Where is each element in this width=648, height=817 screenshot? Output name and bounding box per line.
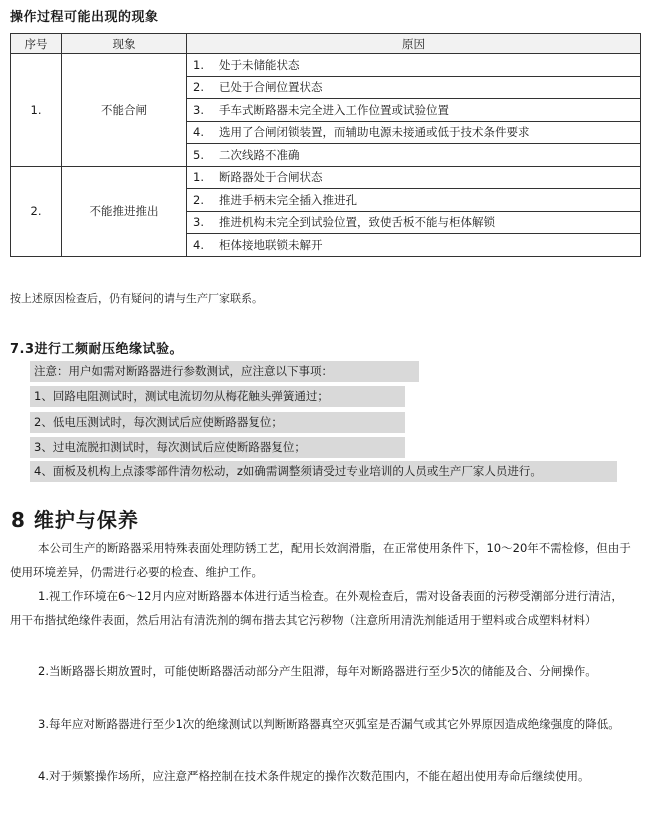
group-phenomenon: 不能合闸	[62, 54, 187, 167]
reason-text: 柜体接地联锁未解开	[219, 237, 323, 252]
section-7-3-title: 7.3进行工频耐压绝缘试验。	[10, 342, 184, 357]
reason-cell	[187, 234, 641, 257]
reason-cell	[187, 166, 641, 189]
notice-band: 注意：用户如需对断路器进行参数测试，应注意以下事项：	[30, 361, 419, 382]
reason-cell	[187, 189, 641, 212]
reason-number: 2.	[193, 192, 204, 207]
test-item: 2、低电压测试时，每次测试后应使断路器复位；	[30, 412, 405, 433]
reason-number: 2.	[193, 80, 204, 95]
maintenance-item: 3.每年应对断路器进行至少1次的绝缘测试以判断断路器真空灭弧室是否漏气或其它外界原因造成绝缘强度的降低。	[38, 717, 620, 731]
maintenance-item: 2.当断路器长期放置时，可能使断路器活动部分产生阻滞，每年对断路器进行至少5次的储能及合、分闸操作。	[38, 664, 597, 678]
section-8-title: 8 维护与保养	[11, 508, 139, 532]
maintenance-item: 1.视工作环境在6～12月内应对断路器本体进行适当检查。在外观检查后，需对设备表面的污秽受潮部分进行清洁，用干布揩拭绝缘件表面，然后用沾有清洗剂的绸布揩去其它污秽物（注意所用清洗剂能适用于塑料或合成塑料材料）	[10, 589, 623, 627]
table-row	[11, 166, 641, 189]
reason-text: 选用了合闸闭锁装置，而辅助电源未接通或低于技术条件要求	[219, 125, 530, 140]
reason-number: 1.	[193, 170, 204, 185]
reason-number: 5.	[193, 147, 204, 162]
reason-text: 断路器处于合闸状态	[219, 170, 323, 185]
reason-cell	[187, 211, 641, 234]
reason-text: 处于未储能状态	[219, 57, 300, 72]
causes-table	[10, 33, 641, 257]
reason-cell	[187, 99, 641, 122]
reason-cell	[187, 76, 641, 99]
reason-text: 推进手柄未完全插入推进孔	[219, 192, 357, 207]
maintenance-intro: 本公司生产的断路器采用特殊表面处理防锈工艺，配用长效润滑脂，在正常使用条件下，10～20年不需检修，但由于使用环境差异，仍需进行必要的检查、维护工作。	[10, 541, 631, 579]
contact-note: 按上述原因检查后，仍有疑问的请与生产厂家联系。	[10, 292, 263, 305]
reason-number: 3.	[193, 215, 204, 230]
reason-number: 4.	[193, 237, 204, 252]
table-header-row	[11, 34, 641, 54]
group-number: 1.	[11, 54, 62, 167]
header-reason: 原因	[187, 34, 641, 54]
header-phenomenon: 现象	[62, 34, 187, 54]
reason-cell	[187, 121, 641, 144]
group-phenomenon: 不能推进推出	[62, 166, 187, 256]
reason-text: 推进机构未完全到试验位置，致使舌板不能与柜体解锁	[219, 215, 495, 230]
header-no: 序号	[11, 34, 62, 54]
reason-cell	[187, 144, 641, 167]
reason-text: 已处于合闸位置状态	[219, 80, 323, 95]
reason-text: 二次线路不准确	[219, 147, 300, 162]
reason-number: 4.	[193, 125, 204, 140]
section-title: 操作过程可能出现的现象	[10, 10, 159, 25]
reason-cell	[187, 54, 641, 77]
reason-number: 1.	[193, 57, 204, 72]
reason-number: 3.	[193, 102, 204, 117]
test-item: 1、回路电阻测试时，测试电流切勿从梅花触头弹簧通过；	[30, 386, 405, 407]
maintenance-item: 4.对于频繁操作场所，应注意严格控制在技术条件规定的操作次数范围内，不能在超出使用寿命后继续使用。	[38, 769, 590, 783]
group-number: 2.	[11, 166, 62, 256]
test-item: 3、过电流脱扣测试时，每次测试后应使断路器复位；	[30, 437, 405, 458]
table-row	[11, 54, 641, 77]
test-item: 4、面板及机构上点漆零部件清勿松动，z如确需调整须请受过专业培训的人员或生产厂家人员进行。	[30, 461, 617, 482]
reason-text: 手车式断路器未完全进入工作位置或试验位置	[219, 102, 449, 117]
